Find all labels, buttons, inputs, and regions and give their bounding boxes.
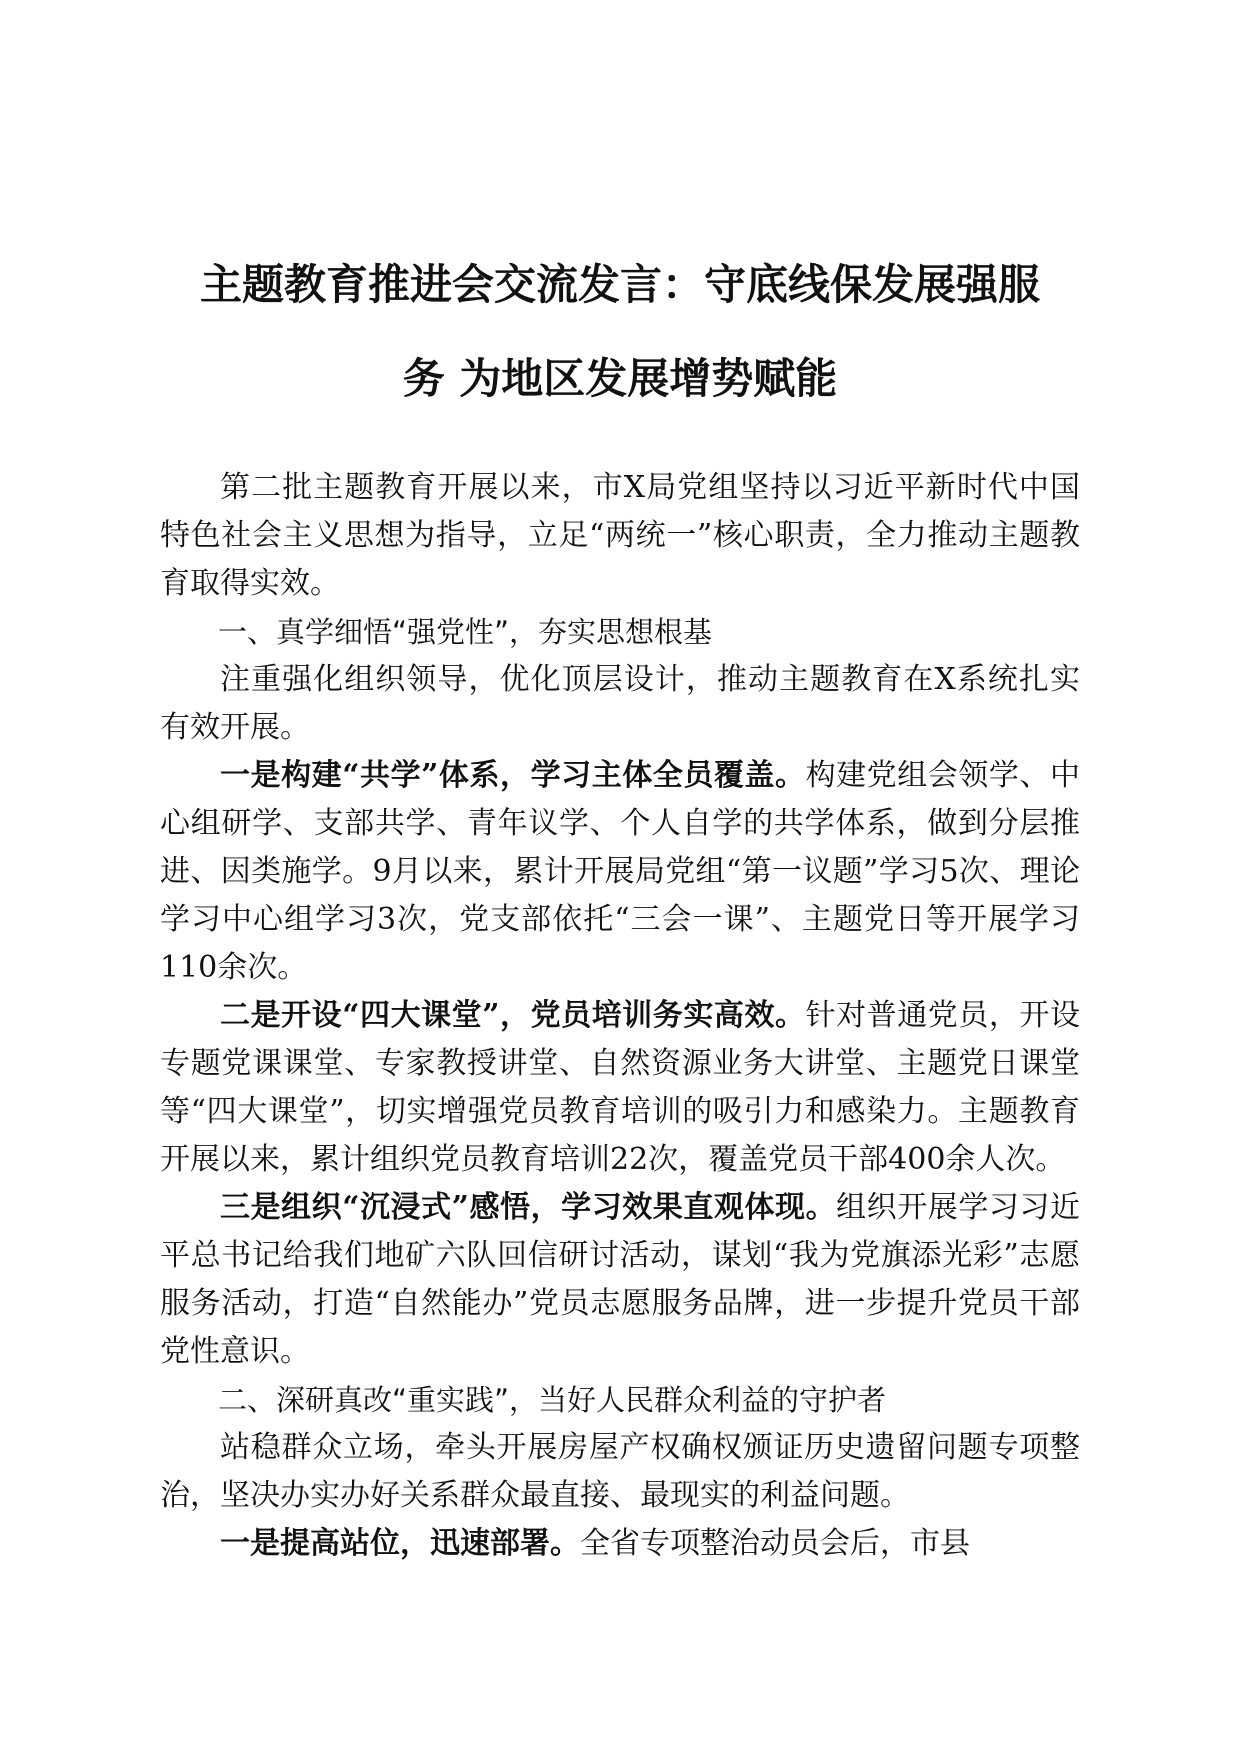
section-heading: 二、深研真改“重实践”，当好人民群众利益的守护者	[218, 1383, 887, 1417]
paragraph-text: 全省专项整治动员会后，市县	[580, 1526, 970, 1561]
title-line-1: 主题教育推进会交流发言：守底线保发展强服	[199, 260, 1040, 309]
point-lead: 三是组织“沉浸式”感悟，学习效果直观体现。	[220, 1190, 837, 1225]
point-lead: 二是开设“四大课堂”，党员培训务实高效。	[220, 998, 806, 1033]
paragraph-text: 注重强化组织领导，优化顶层设计，推动主题教育在X系统扎实有效开展。	[160, 662, 1080, 745]
paragraph-text: 针对普通党员，开设专题党课课堂、专家教授讲堂、自然资源业务大讲堂、主题党日课堂等“四大课堂”，切实增强党员教育培训的吸引力和感染力。主题教育开展以来，累计组织党员教育培训22次，覆盖党员干部400余人次。	[160, 998, 1081, 1177]
section-2-point-1	[160, 1520, 1080, 1568]
section-1-point-1	[160, 752, 1080, 992]
document-title	[150, 238, 1090, 426]
section-heading: 一、真学细悟“强党性”，夯实思想根基	[218, 615, 713, 649]
paragraph-text: 组织开展学习习近平总书记给我们地矿六队回信研讨活动，谋划“我为党旗添光彩”志愿服务活动，打造“自然能办”党员志愿服务品牌，进一步提升党员干部党性意识。	[160, 1190, 1080, 1369]
point-lead: 一是提高站位，迅速部署。	[220, 1526, 580, 1561]
paragraph-text: 构建党组会领学、中心组研学、支部共学、青年议学、个人自学的共学体系，做到分层推进、因类施学。9月以来，累计开展局党组“第一议题”学习5次、理论学习中心组学习3次，党支部依托“三会一课”、主题党日等开展学习110余次。	[160, 758, 1081, 985]
section-2-summary	[160, 1424, 1080, 1520]
point-lead: 一是构建“共学”体系，学习主体全员覆盖。	[220, 758, 806, 793]
section-1-summary	[160, 656, 1080, 752]
paragraph-text: 第二批主题教育开展以来，市X局党组坚持以习近平新时代中国特色社会主义思想为指导，立足“两统一”核心职责，全力推动主题教育取得实效。	[160, 470, 1080, 601]
intro-paragraph	[160, 464, 1080, 608]
document-body	[160, 464, 1080, 1568]
paragraph-text: 站稳群众立场，牵头开展房屋产权确权颁证历史遗留问题专项整治，坚决办实办好关系群众最直接、最现实的利益问题。	[160, 1430, 1080, 1513]
section-1-point-3	[160, 1184, 1080, 1376]
title-line-2: 务 为地区发展增势赋能	[402, 354, 838, 403]
section-1-point-2	[160, 992, 1080, 1184]
